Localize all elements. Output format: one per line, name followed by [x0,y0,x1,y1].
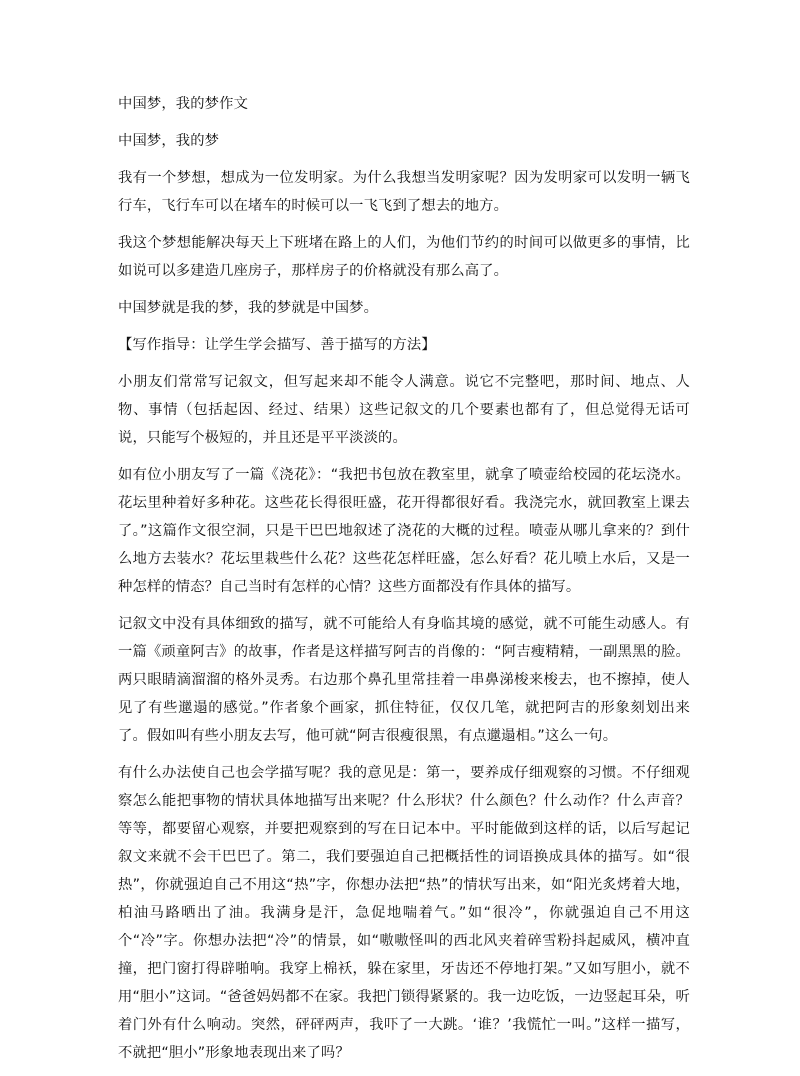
paragraph-china-dream: 中国梦就是我的梦，我的梦就是中国梦。 [118,300,379,316]
paragraph-aji-example: 记叙文中没有具体细致的描写，就不可能给人有身临其境的感觉，就不可能生动感人。有一篇《顽童阿吉》的故事，作者是这样描写阿吉的肖像的：“阿吉瘦精精，一副黑黑的脸。两只眼睛滴溜溜的格外灵秀。右边那个鼻孔里常挂着一串鼻涕梭来梭去，也不擦掉，使人见了有些邋遢的感觉。”作者象个画家，抓住特征，仅仅几笔，就把阿吉的形象刻划出来了。假如叫有些小朋友去写，他可就“阿吉很瘦很黑，有点邋遢相。”这么一句。 [118,616,690,744]
paragraph-methods: 有什么办法使自己也会学描写呢？我的意见是：第一，要养成仔细观察的习惯。不仔细观察怎么能把事物的情状具体地描写出来呢？什么形状？什么颜色？什么动作？什么声音？等等，都要留心观察，并要把观察到的写在日记本中。平时能做到这样的话，以后写起记叙文来就不会干巴巴了。第二，我们要强迫自己把概括性的词语换成具体的描写。如“很热”，你就强迫自己不用这“热”字，你想办法把“热”的情状写出来，如“阳光炙烤着大地，柏油马路晒出了油。我满身是汗，急促地喘着气。”如“很冷”，你就强迫自己不用这个“冷”字。你想办法把“冷”的情景，如“嗷嗷怪叫的西北风夹着碎雪粉抖起威风，横冲直撞，把门窗打得辟啪响。我穿上棉袄，躲在家里，牙齿还不停地打架。”又如写胆小，就不用“胆小”这词。“爸爸妈妈都不在家。我把门锁得紧紧的。我一边吃饭，一边竖起耳朵，听着门外有什么响动。突然，砰砰两声，我吓了一大跳。‘谁？’我慌忙一叫。”这样一描写，不就把“胆小”形象地表现出来了吗？ [118,765,690,1061]
paragraph-dream: 我有一个梦想，想成为一位发明家。为什么我想当发明家呢？因为发明家可以发明一辆飞行车，飞行车可以在堵车的时候可以一飞飞到了想去的地方。 [118,170,690,214]
paragraph-narrative-problem: 小朋友们常常写记叙文，但写起来却不能令人满意。说它不完整吧，那时间、地点、人物、事情（包括起因、经过、结果）这些记叙文的几个要素也都有了，但总觉得无话可说，只能写个极短的，并且还是平平淡淡的。 [118,374,690,446]
document-title: 中国梦，我的梦作文 [118,96,249,112]
paragraph-watering-example: 如有位小朋友写了一篇《浇花》：“我把书包放在教室里，就拿了喷壶给校园的花坛浇水。花坛里种着好多种花。这些花长得很旺盛，花开得都很好看。我浇完水，就回教室上课去了。”这篇作文很空洞，只是干巴巴地叙述了浇花的大概的过程。喷壶从哪儿拿来的？到什么地方去装水？花坛里栽些什么花？这些花怎样旺盛，怎么好看？花儿喷上水后，又是一种怎样的情态？自己当时有怎样的心情？这些方面都没有作具体的描写。 [118,467,690,595]
document-subtitle: 中国梦，我的梦 [118,133,220,149]
writing-guide-heading: 【写作指导：让学生学会描写、善于描写的方法】 [118,337,436,353]
paragraph-dream-benefit: 我这个梦想能解决每天上下班堵在路上的人们，为他们节约的时间可以做更多的事情，比如说可以多建造几座房子，那样房子的价格就没有那么高了。 [118,235,690,279]
document-page [118,90,690,1076]
